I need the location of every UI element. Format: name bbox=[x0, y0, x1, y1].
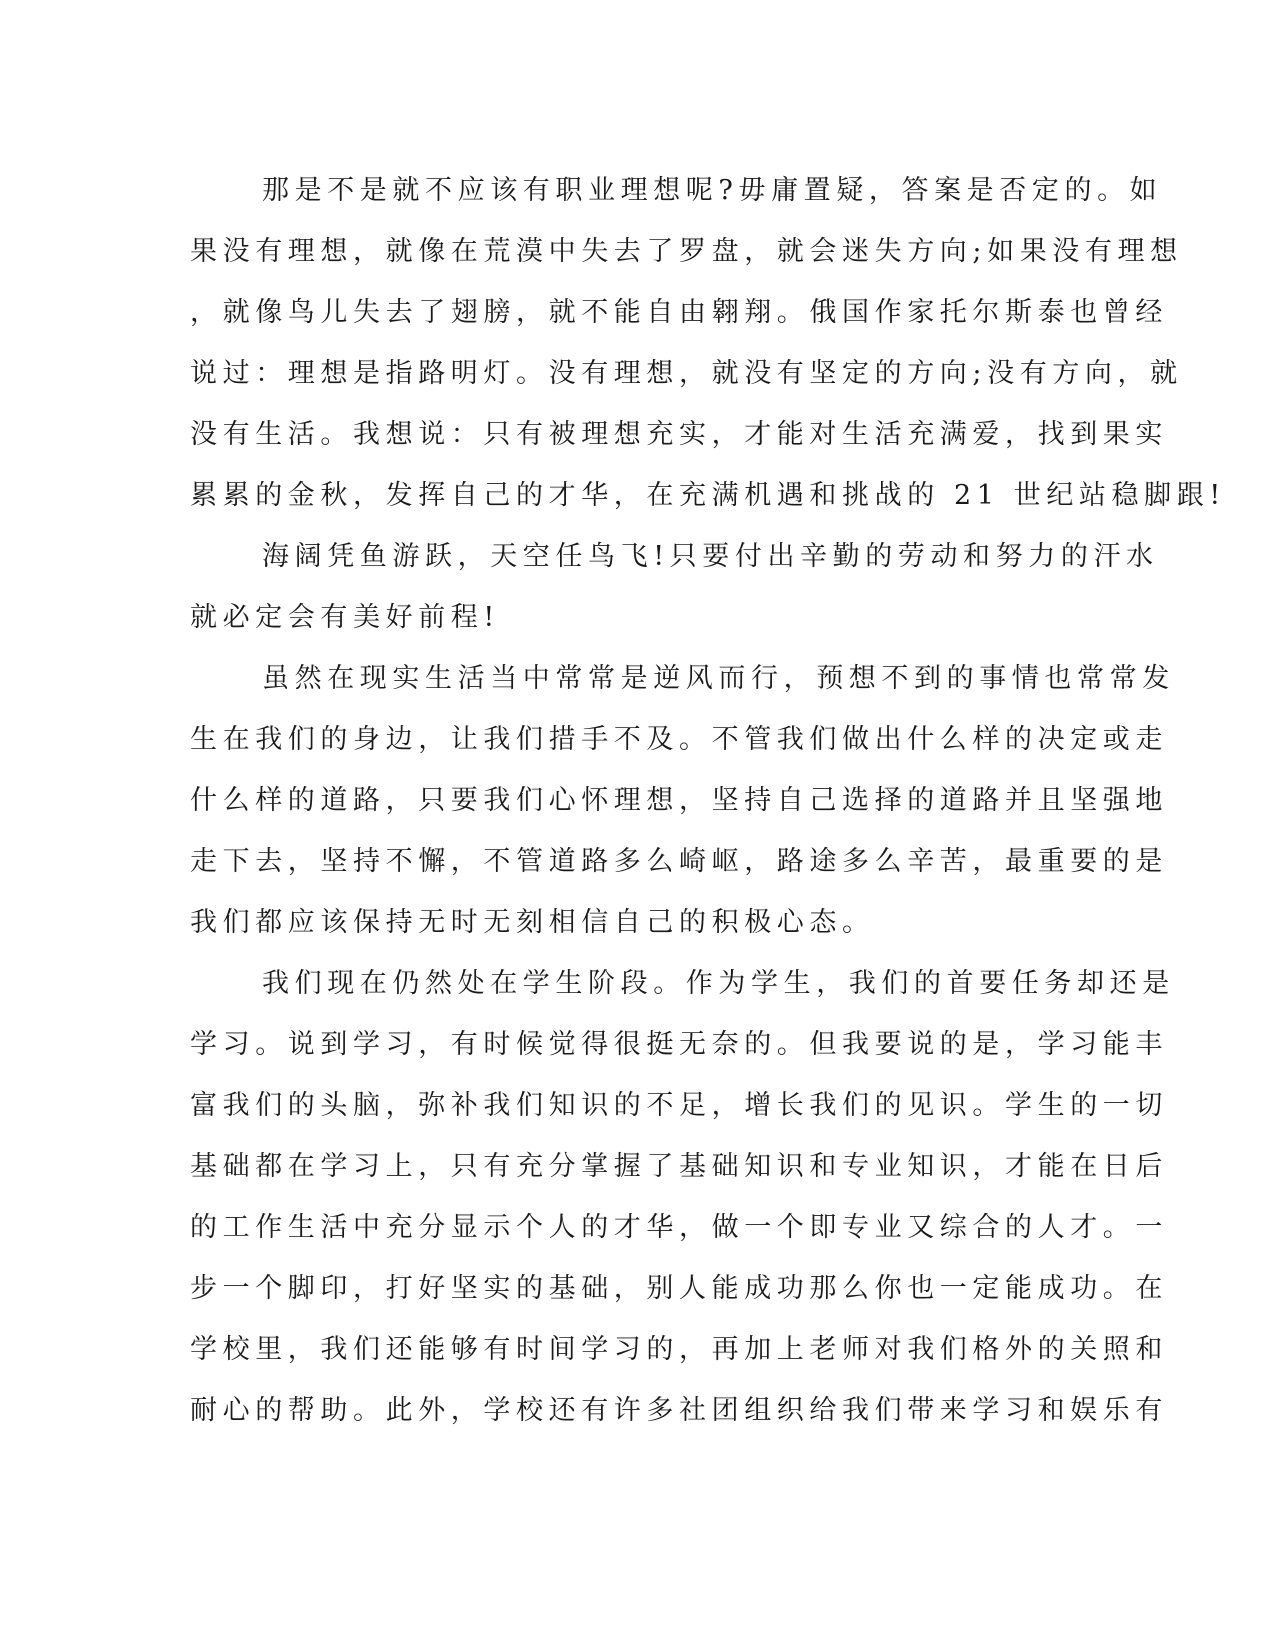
text-line: 生在我们的身边，让我们措手不及。不管我们做出什么样的决定或走 bbox=[190, 724, 1168, 755]
text-line: 走下去，坚持不懈，不管道路多么崎岖，路途多么辛苦，最重要的是 bbox=[190, 846, 1168, 877]
text-line: 学习。说到学习，有时候觉得很挺无奈的。但我要说的是，学习能丰 bbox=[190, 1029, 1168, 1060]
text-line: 没有生活。我想说：只有被理想充实，才能对生活充满爱，找到果实 bbox=[190, 419, 1168, 450]
text-line: 就必定会有美好前程! bbox=[190, 602, 500, 633]
text-line: 海阔凭鱼游跃，天空任鸟飞!只要付出辛勤的劳动和努力的汗水 bbox=[262, 541, 1159, 572]
text-line: 我们都应该保持无时无刻相信自己的积极心态。 bbox=[190, 907, 875, 938]
text-line: 说过：理想是指路明灯。没有理想，就没有坚定的方向;没有方向，就 bbox=[190, 358, 1183, 389]
text-line: 虽然在现实生活当中常常是逆风而行，预想不到的事情也常常发 bbox=[262, 663, 1175, 694]
text-line: 累累的金秋，发挥自己的才华，在充满机遇和挑战的 21 世纪站稳脚跟! bbox=[190, 480, 1226, 511]
text-line: 我们现在仍然处在学生阶段。作为学生，我们的首要任务却还是 bbox=[262, 968, 1175, 999]
text-line: 那是不是就不应该有职业理想呢?毋庸置疑，答案是否定的。如 bbox=[262, 175, 1163, 206]
text-line: 富我们的头脑，弥补我们知识的不足，增长我们的见识。学生的一切 bbox=[190, 1090, 1168, 1121]
text-line: ，就像鸟儿失去了翅膀，就不能自由翱翔。俄国作家托尔斯泰也曾经 bbox=[190, 297, 1168, 328]
text-line: 什么样的道路，只要我们心怀理想，坚持自己选择的道路并且坚强地 bbox=[190, 785, 1168, 816]
text-line: 基础都在学习上，只有充分掌握了基础知识和专业知识，才能在日后 bbox=[190, 1151, 1168, 1182]
text-line: 的工作生活中充分显示个人的才华，做一个即专业又综合的人才。一 bbox=[190, 1212, 1168, 1243]
text-line: 学校里，我们还能够有时间学习的，再加上老师对我们格外的关照和 bbox=[190, 1334, 1168, 1365]
text-line: 耐心的帮助。此外，学校还有许多社团组织给我们带来学习和娱乐有 bbox=[190, 1395, 1168, 1426]
text-line: 果没有理想，就像在荒漠中失去了罗盘，就会迷失方向;如果没有理想 bbox=[190, 236, 1183, 267]
text-line: 步一个脚印，打好坚实的基础，别人能成功那么你也一定能成功。在 bbox=[190, 1273, 1168, 1304]
